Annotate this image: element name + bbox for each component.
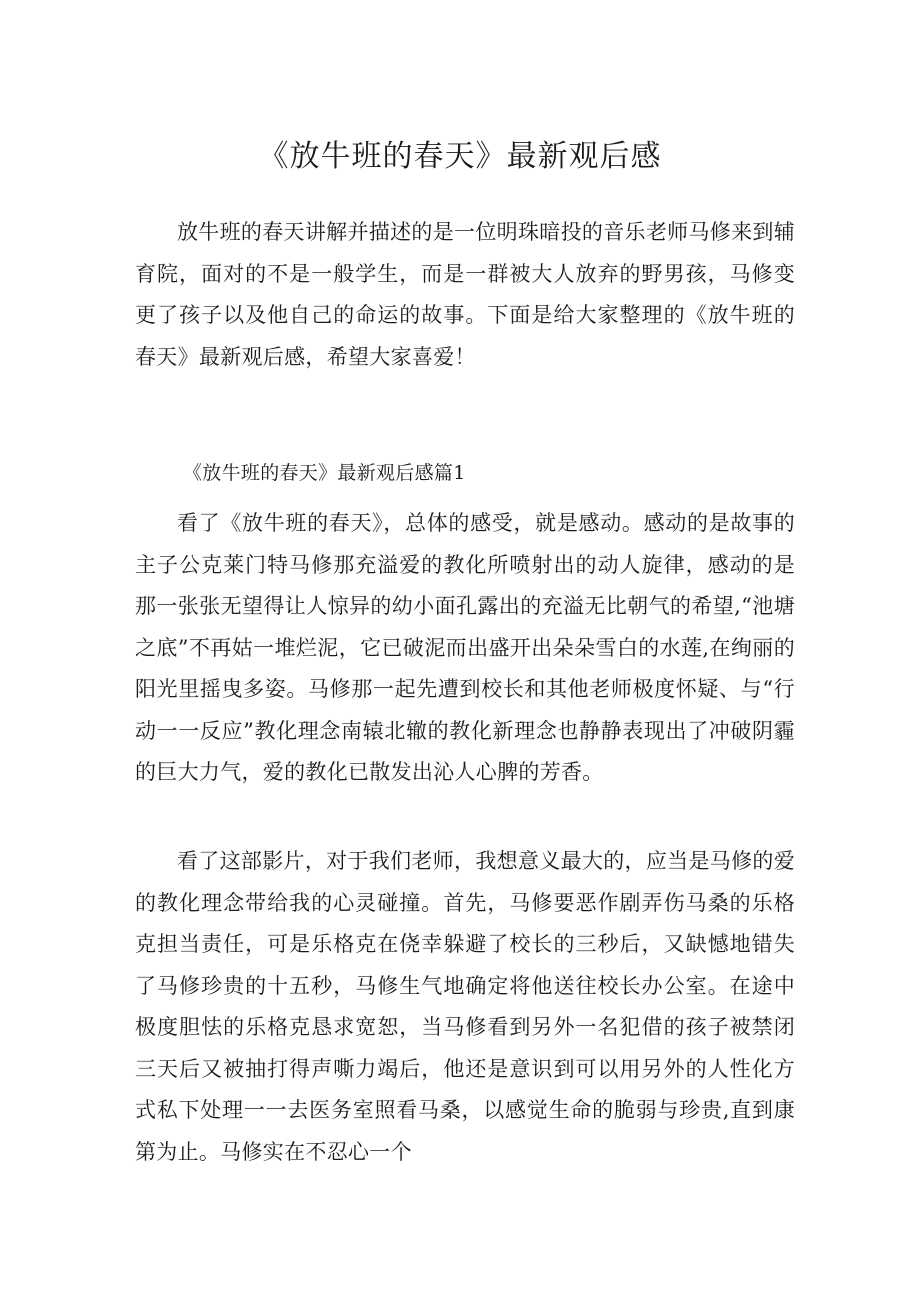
document-title: 《放牛班的春天》最新观后感 [258,139,662,174]
intro-paragraph: 放牛班的春天讲解并描述的是一位明珠暗投的音乐老师马修来到辅育院，面对的不是一般学生，而是一群被大人放弃的野男孩，马修变更了孩子以及他自己的命运的故事。下面是给大家整理的《放牛班的春天》最新观后感，希望大家喜爱！ [135,220,795,369]
section-heading: 《放牛班的春天》最新观后感篇1 [183,462,466,484]
body-paragraph-2: 看了这部影片，对于我们老师，我想意义最大的，应当是马修的爱的教化理念带给我的心灵碰撞。首先，马修要恶作剧弄伤马桑的乐格克担当责任，可是乐格克在侥幸躲避了校长的三秒后，又缺憾地错失了马修珍贵的十五秒，马修生气地确定将他送往校长办公室。在途中极度胆怯的乐格克恳求宽恕，当马修看到另外一名犯借的孩子被禁闭三天后又被抽打得声嘶力竭后，他还是意识到可以用另外的人性化方式私下处理一一去医务室照看马桑，以感觉生命的脆弱与珍贵,直到康第为止。马修实在不忍心一个 [135,849,795,1164]
body-paragraph-1: 看了《放牛班的春天》，总体的感受，就是感动。感动的是故事的主子公克莱门特马修那充溢爱的教化所喷射出的动人旋律，感动的是那一张张无望得让人惊异的幼小面孔露出的充溢无比朝气的希望,“池塘之底”不再姑一堆烂泥，它已破泥而出盛开出朵朵雪白的水莲,在绚丽的阳光里摇曳多姿。马修那一起先遭到校长和其他老师极度怀疑、与“行动一一反应”教化理念南辕北辙的教化新理念也静静表现出了冲破阴霾的巨大力气，爱的教化已散发出沁人心脾的芳香。 [135,511,795,784]
